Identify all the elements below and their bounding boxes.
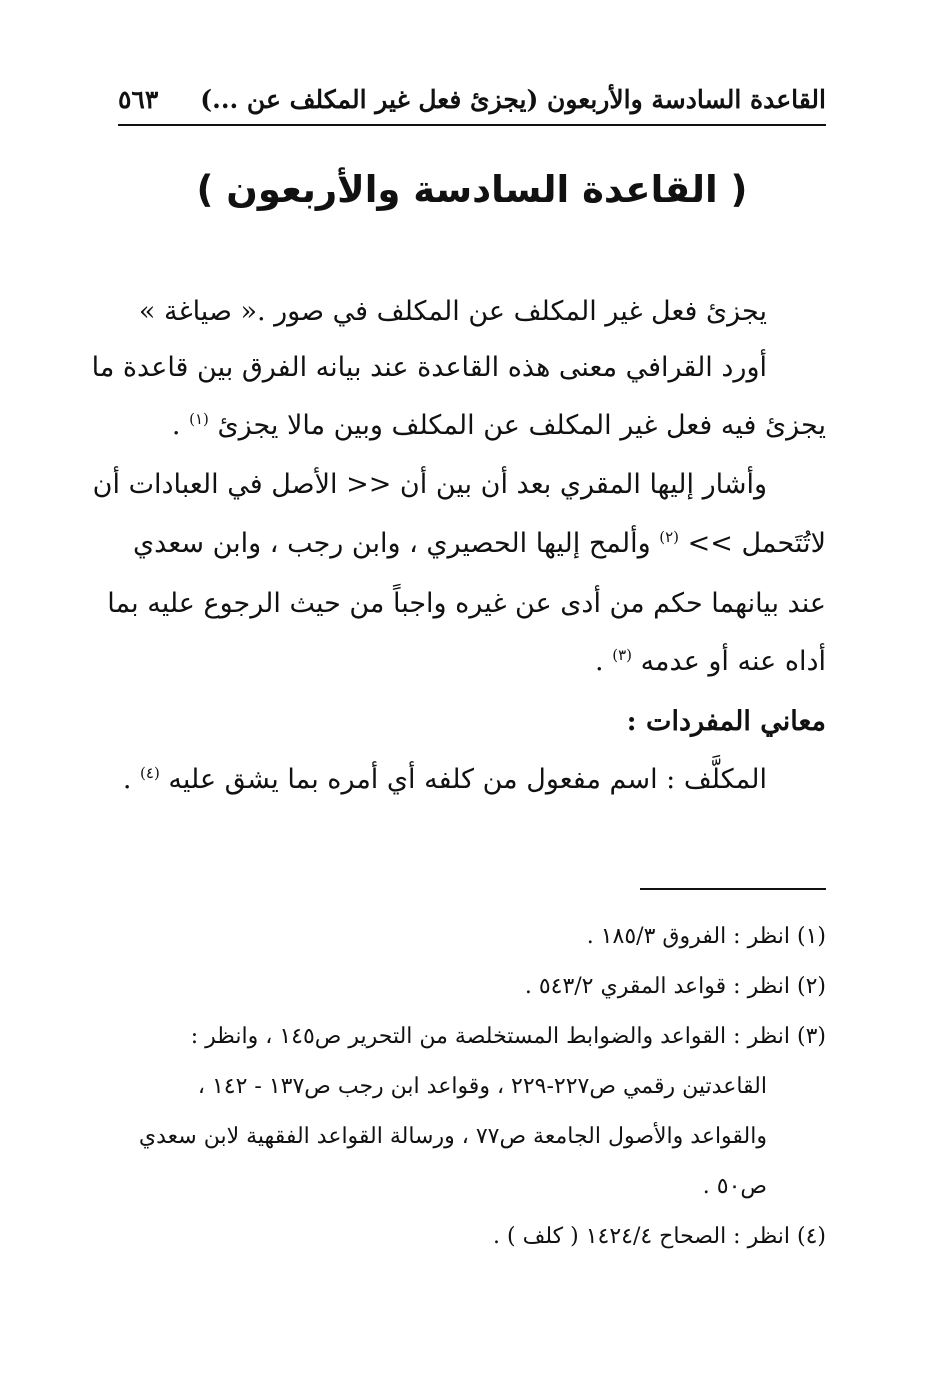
page-number: ٥٦٣ [118, 84, 159, 114]
body-line-9 [102, 764, 767, 795]
body-line-1: يجزئ فعل غير المكلف عن المكلف في صور .« صياغة » [138, 296, 767, 327]
footnote-ref-2[interactable]: (٢) [659, 528, 680, 546]
footnote-3-line-1: (٣) انظر : القواعد والضوابط المستخلصة من التحرير ص١٤٥ ، وانظر : [190, 1024, 826, 1049]
footnote-ref-4[interactable]: (٤) [140, 764, 160, 782]
body-line-2: أورد القرافي معنى هذه القاعدة عند بيانه الفرق بين قاعدة ما [91, 352, 767, 383]
body-line-5-b: وألمح إليها الحصيري ، وابن رجب ، وابن سعدي [133, 528, 651, 559]
running-header [118, 78, 826, 120]
body-line-4: وأشار إليها المقري بعد أن بين أن << الأصل في العبادات أن [92, 469, 767, 500]
footnote-2: (٢) انظر : قواعد المقري ٥٤٣/٢ . [524, 974, 826, 999]
body-line-3 [118, 410, 826, 441]
footnote-ref-3[interactable]: (٣) [612, 646, 632, 664]
body-line-5-a: لاتُتَحمل >> [687, 528, 826, 559]
body-line-7 [118, 646, 826, 677]
body-line-5 [118, 528, 826, 559]
body-line-6: عند بيانهما حكم من أدى عن غيره واجباً من حيث الرجوع عليه بما [107, 588, 826, 619]
running-title: القاعدة السادسة والأربعون (يجزئ فعل غير المكلف عن ...) [200, 84, 826, 114]
footnote-3-line-3: والقواعد والأصول الجامعة ص٧٧ ، ورسالة القواعد الفقهية لابن سعدي [138, 1124, 767, 1149]
body-line-7-text: أداه عنه أو عدمه [640, 646, 826, 677]
body-line-9-end: . [122, 764, 132, 795]
header-divider [118, 124, 826, 126]
section-heading-vocabulary: معاني المفردات : [626, 706, 826, 737]
body-line-3-end: . [171, 410, 181, 441]
footnote-3-line-4: ص٥٠ . [702, 1174, 767, 1199]
body-line-7-end: . [595, 646, 604, 677]
footnote-divider [640, 888, 826, 890]
footnote-3-line-2: القاعدتين رقمي ص٢٢٧-٢٢٩ ، وقواعد ابن رجب ص١٣٧ - ١٤٢ ، [197, 1074, 767, 1099]
footnote-1: (١) انظر : الفروق ١٨٥/٣ . [586, 924, 826, 949]
body-line-3-text: يجزئ فيه فعل غير المكلف عن المكلف وبين مالا يجزئ [217, 410, 826, 441]
chapter-title: ( القاعدة السادسة والأربعون ) [196, 168, 748, 211]
footnote-ref-1[interactable]: (١) [189, 410, 209, 428]
body-line-9-text: المكلَّف : اسم مفعول من كلفه أي أمره بما يشق عليه [168, 764, 767, 795]
footnote-4: (٤) انظر : الصحاح ١٤٢٤/٤ ( كلف ) . [493, 1224, 826, 1249]
